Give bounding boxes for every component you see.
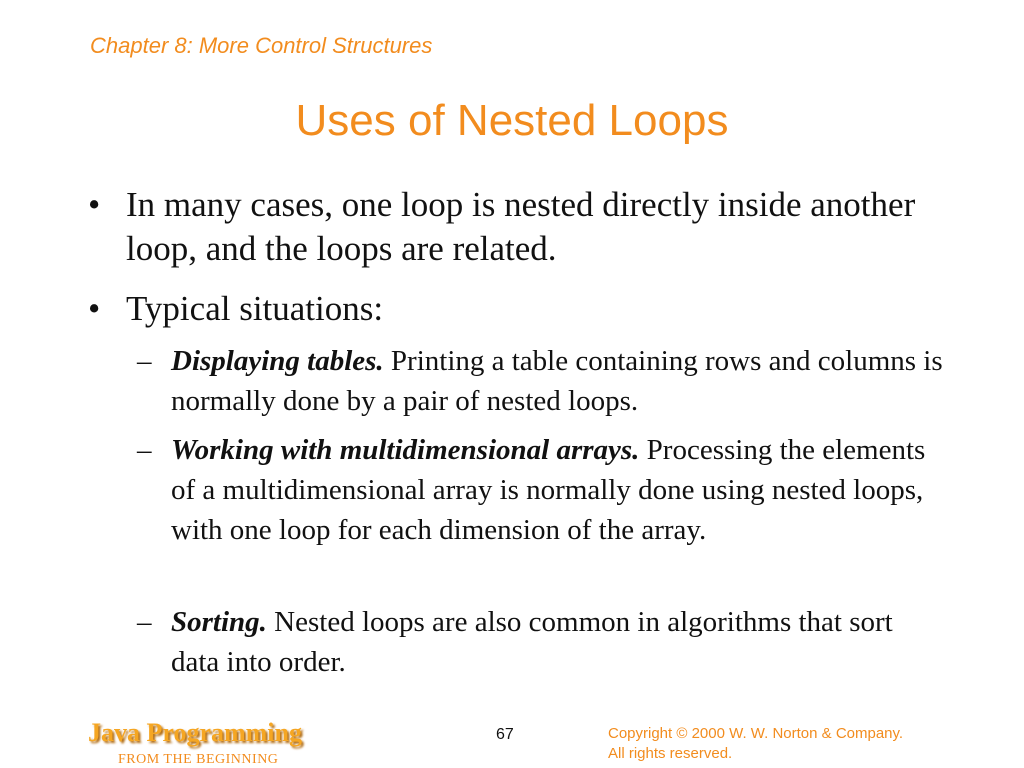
sub-bullet-lead: Sorting.	[171, 606, 267, 638]
bullet-marker: •	[88, 185, 101, 224]
dash-marker: –	[137, 345, 152, 377]
dash-marker: –	[137, 434, 152, 466]
sub-bullet-text	[171, 602, 947, 682]
sub-bullet-item	[137, 341, 947, 421]
book-logo-subtitle: FROM THE BEGINNING	[118, 752, 279, 767]
copyright-notice	[608, 724, 903, 764]
book-logo-title: Java Programming	[88, 718, 302, 747]
sub-bullet-item	[137, 602, 947, 682]
sub-bullet-body: Nested loops are also common in algorithms that sort data into order.	[171, 606, 893, 678]
bullet-item	[88, 287, 918, 331]
sub-bullet-text	[171, 341, 947, 421]
dash-marker: –	[137, 606, 152, 638]
copyright-line: Copyright © 2000 W. W. Norton & Company.	[608, 725, 904, 742]
bullet-text: Typical situations:	[126, 289, 384, 328]
sub-bullet-body: Processing the elements of a multidimensional array is normally done using nested loops, with one loop for each dimension of the array.	[171, 434, 926, 546]
sub-bullet-lead: Displaying tables.	[171, 345, 384, 377]
rights-line: All rights reserved.	[608, 745, 733, 762]
chapter-header: Chapter 8: More Control Structures	[90, 33, 433, 58]
bullet-marker: •	[88, 289, 101, 328]
bullet-item	[88, 183, 918, 271]
bullet-text: In many cases, one loop is nested directly inside another loop, and the loops are related.	[126, 185, 916, 268]
slide-title: Uses of Nested Loops	[295, 96, 729, 145]
page-number: 67	[496, 726, 514, 743]
sub-bullet-lead: Working with multidimensional arrays.	[171, 434, 640, 466]
sub-bullet-body: Printing a table containing rows and columns is normally done by a pair of nested loops.	[171, 345, 943, 417]
sub-bullet-item	[137, 430, 947, 550]
sub-bullet-text	[171, 430, 947, 550]
